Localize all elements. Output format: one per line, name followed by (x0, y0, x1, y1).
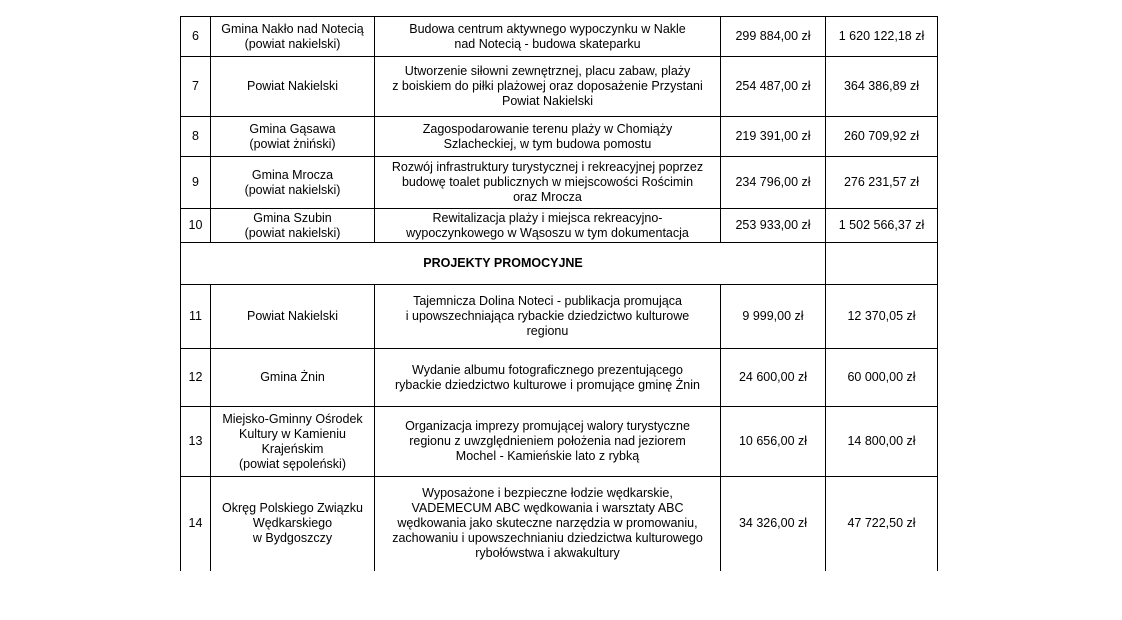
applicant-cell: Powiat Nakielski (211, 57, 375, 117)
project-title-cell: Organizacja imprezy promującej walory turystyczne regionu z uwzględnieniem położenia nad jeziorem Mochel - Kamieńskie lato z rybką (375, 407, 721, 477)
applicant-cell: Gmina Żnin (211, 349, 375, 407)
table-row (181, 57, 938, 117)
grant-amount-cell: 254 487,00 zł (721, 57, 826, 117)
row-number-cell: 11 (181, 285, 211, 349)
grant-amount-cell: 219 391,00 zł (721, 117, 826, 157)
row-number-cell: 9 (181, 157, 211, 209)
applicant-cell: Gmina Szubin (powiat nakielski) (211, 209, 375, 243)
applicant-cell: Powiat Nakielski (211, 285, 375, 349)
section-row (181, 243, 938, 285)
total-cost-cell: 1 620 122,18 zł (826, 17, 938, 57)
table-row (181, 117, 938, 157)
section-title: PROJEKTY PROMOCYJNE (181, 243, 826, 285)
row-number-cell: 13 (181, 407, 211, 477)
table-row (181, 285, 938, 349)
table-row (181, 477, 938, 571)
project-title-cell: Budowa centrum aktywnego wypoczynku w Nakle nad Notecią - budowa skateparku (375, 17, 721, 57)
table-row (181, 17, 938, 57)
project-title-cell: Wydanie albumu fotograficznego prezentującego rybackie dziedzictwo kulturowe i promujące gminę Żnin (375, 349, 721, 407)
row-number-cell: 10 (181, 209, 211, 243)
total-cost-cell: 364 386,89 zł (826, 57, 938, 117)
total-cost-cell: 1 502 566,37 zł (826, 209, 938, 243)
project-title-cell: Rewitalizacja plaży i miejsca rekreacyjno- wypoczynkowego w Wąsoszu w tym dokumentacja (375, 209, 721, 243)
projects-table (180, 16, 938, 571)
row-number-cell: 8 (181, 117, 211, 157)
total-cost-cell: 60 000,00 zł (826, 349, 938, 407)
grant-amount-cell: 299 884,00 zł (721, 17, 826, 57)
grant-amount-cell: 24 600,00 zł (721, 349, 826, 407)
project-title-cell: Tajemnicza Dolina Noteci - publikacja promująca i upowszechniająca rybackie dziedzictwo kulturowe regionu (375, 285, 721, 349)
table-row (181, 349, 938, 407)
table-row (181, 407, 938, 477)
grant-amount-cell: 234 796,00 zł (721, 157, 826, 209)
total-cost-cell: 12 370,05 zł (826, 285, 938, 349)
applicant-cell: Gmina Nakło nad Notecią (powiat nakielski) (211, 17, 375, 57)
project-title-cell: Wyposażone i bezpieczne łodzie wędkarskie, VADEMECUM ABC wędkowania i warsztaty ABC wędkowania jako skuteczne narzędzia w promowaniu, zachowaniu i upowszechnianiu dziedzictwa kulturowego rybołówstwa i akwakultury (375, 477, 721, 571)
total-cost-cell: 260 709,92 zł (826, 117, 938, 157)
section-empty-cell (826, 243, 938, 285)
row-number-cell: 7 (181, 57, 211, 117)
grant-amount-cell: 9 999,00 zł (721, 285, 826, 349)
applicant-cell: Gmina Gąsawa (powiat żniński) (211, 117, 375, 157)
grant-amount-cell: 253 933,00 zł (721, 209, 826, 243)
project-title-cell: Zagospodarowanie terenu plaży w Chomiąży Szlacheckiej, w tym budowa pomostu (375, 117, 721, 157)
total-cost-cell: 14 800,00 zł (826, 407, 938, 477)
row-number-cell: 6 (181, 17, 211, 57)
applicant-cell: Gmina Mrocza (powiat nakielski) (211, 157, 375, 209)
total-cost-cell: 47 722,50 zł (826, 477, 938, 571)
table-row (181, 157, 938, 209)
grant-amount-cell: 34 326,00 zł (721, 477, 826, 571)
table-row (181, 209, 938, 243)
project-title-cell: Rozwój infrastruktury turystycznej i rekreacyjnej poprzez budowę toalet publicznych w miejscowości Rościmin oraz Mrocza (375, 157, 721, 209)
row-number-cell: 14 (181, 477, 211, 571)
applicant-cell: Okręg Polskiego Związku Wędkarskiego w Bydgoszczy (211, 477, 375, 571)
row-number-cell: 12 (181, 349, 211, 407)
project-title-cell: Utworzenie siłowni zewnętrznej, placu zabaw, plaży z boiskiem do piłki plażowej oraz doposażenie Przystani Powiat Nakielski (375, 57, 721, 117)
applicant-cell: Miejsko-Gminny Ośrodek Kultury w Kamieniu Krajeńskim (powiat sępoleński) (211, 407, 375, 477)
grant-amount-cell: 10 656,00 zł (721, 407, 826, 477)
total-cost-cell: 276 231,57 zł (826, 157, 938, 209)
